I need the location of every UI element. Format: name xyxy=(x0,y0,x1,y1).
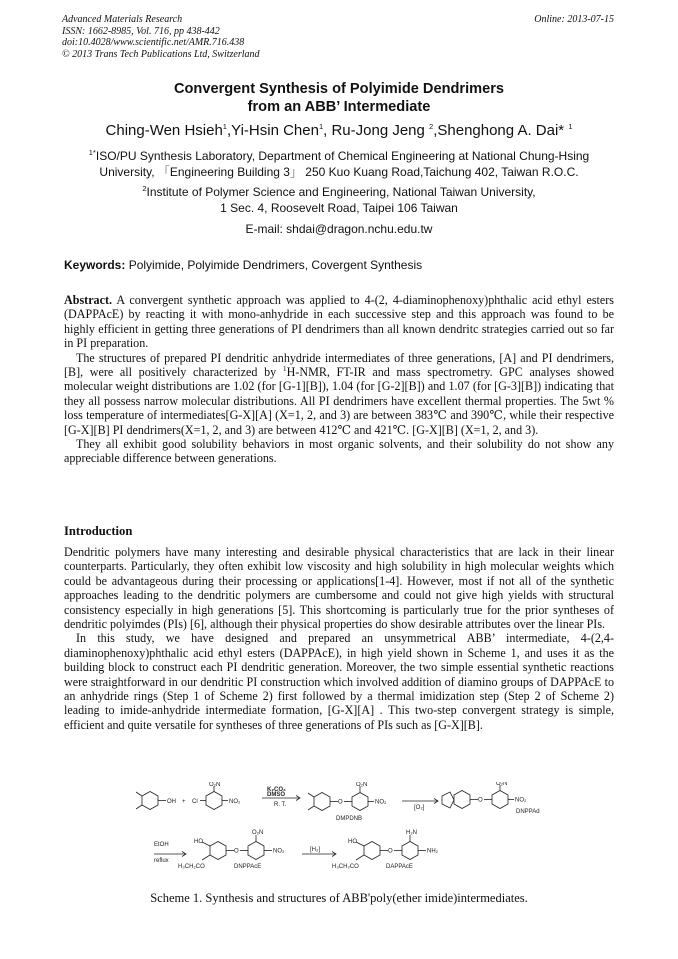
author-affiliation-mark: 1 xyxy=(222,122,227,131)
author-list xyxy=(30,122,648,139)
scheme-label: O xyxy=(234,848,239,855)
affiliation-line: ISO/PU Synthesis Laboratory, Department of Chemical Engineering at National Chung-Hsing xyxy=(95,149,590,163)
issn-line: ISSN: 1662-8985, Vol. 716, pp 438-442 xyxy=(62,25,220,37)
intro-paragraph: Dendritic polymers have many interesting and desirable physical characteristics that are lack in their linear counterparts. Particularly, they often exhibit low viscosity and high solubility in high molecular weights which could be advantageous during their processing or applications[1-4]. However, most if not all of the synthetic approaches leading to the dendritic polymers are cumbersome and could not give high yields with structural consistency especially in high generations [5]. This shortcoming is particularly true for the prior syntheses of dendritic polyimdes (PIs) [6], although their physical properties do show desirable attributes over the linear PIs. xyxy=(64,545,614,632)
author-affiliation-mark: 1 xyxy=(318,122,324,131)
scheme-label: H₃CH₂CO xyxy=(332,864,359,870)
scheme-label: [H₂] xyxy=(310,847,320,853)
section-heading: Introduction xyxy=(64,524,133,538)
scheme-label: O xyxy=(478,797,483,804)
scheme-label: NO₂ xyxy=(273,848,285,855)
keywords xyxy=(64,258,614,272)
online-date: Online: 2013-07-15 xyxy=(534,14,614,25)
copyright-line: © 2013 Trans Tech Publications Ltd, Switzerland xyxy=(62,48,260,60)
title-line-2: from an ABB’ Intermediate xyxy=(247,99,431,115)
scheme-label: DNPPAd xyxy=(516,809,540,815)
abstract-label: Abstract. xyxy=(64,293,113,307)
benzene-ring xyxy=(454,791,470,809)
benzene-ring xyxy=(492,791,508,809)
scheme-label: NO₂ xyxy=(375,799,387,806)
author-name: Ru-Jong Jeng xyxy=(331,122,430,139)
abstract-paragraph: They all exhibit good solubility behaviors in most organic solvents, and their solubility do not show any appreciable difference between generations. xyxy=(64,437,614,466)
author-name: Yi-Hsin Chen xyxy=(231,122,319,139)
intro-paragraph: In this study, we have designed and prepared an unsymmetrical ABB’ intermediate, 4-(2,4-diaminophenoxy)phthalic acid ethyl esters (DAPPAcE), in high yield shown in Scheme 1, and uses it as the building block to construct each PI dendritic generation. Moreover, the two simple essential synthetic reactions were straightforward in our dendritic PI construction which involved addition of diamino groups of DAPPAcE to an anhydride rings (Step 1 of Scheme 2) first followed by a thermal imidization step (Step 2 of Scheme 2) leading to imide-anhydride intermediate formation, [G-X][A] . This two-step convergent strategy is simple, efficient and quite versatile for syntheses of three generations of PIs such as [G-X][B]. xyxy=(64,631,614,732)
abstract-paragraph: The structures of prepared PI dendritic anhydride intermediates of three generations, [A] and PI dendrimers, [B], were all positively characterized by $^1$H-NMR, FT-IR and mass spectrometry. GPC analyses showed molecular weight distributions are 1.02 (for [G-1][B]), 1.04 (for [G-2][B]) and 1.07 (for [G-3][B]) indicating that they all possess narrow molecular distributions. All PI dendrimers have excellent thermal properties. The 5wt % loss temperature of intermediates[G-X][A] (X=1, 2, and 3) are between 383℃ and 390℃, while their respective [G-X][B] PI dendrimers(X=1, 2, and 3) are between 412℃ and 421℃. [G-X][B] (X=1, 2, and 3). xyxy=(64,350,614,437)
benzene-ring xyxy=(206,792,222,810)
scheme-label: Cl xyxy=(192,799,198,805)
scheme-label: + xyxy=(182,799,186,805)
benzene-ring xyxy=(210,842,226,860)
abstract xyxy=(64,293,614,466)
scheme-label: H₂N xyxy=(406,830,417,836)
author-separator: , xyxy=(323,122,332,139)
benzene-ring xyxy=(248,842,264,860)
scheme-label: DMPDNB xyxy=(336,816,363,822)
benzene-ring xyxy=(364,842,380,860)
scheme-label: H₃CH₂CO xyxy=(178,864,205,870)
scheme-label: HO xyxy=(348,839,357,845)
benzene-ring xyxy=(352,793,368,811)
scheme-label: DNPPAcE xyxy=(234,864,262,870)
scheme-label: NH₂ xyxy=(427,848,438,855)
doi-line: doi:10.4028/www.scientific.net/AMR.716.438 xyxy=(62,37,245,48)
scheme-label: [O₂] xyxy=(414,805,425,811)
scheme-label: K₂CO₃ xyxy=(267,787,286,793)
email-address[interactable]: E-mail: shdai@dragon.nchu.edu.tw xyxy=(245,222,433,236)
scheme-label: DAPPAcE xyxy=(386,864,413,870)
author-separator: , xyxy=(226,122,232,139)
affiliation-line: University, 「Engineering Building 3」 250 Kuo Kuang Road,Taichung 402, Taiwan R.O.C. xyxy=(99,165,579,179)
author-affiliation-mark: 2 xyxy=(429,122,434,131)
journal-name: Advanced Materials Research xyxy=(62,14,183,25)
abstract-paragraph: Abstract. A convergent synthetic approach was applied to 4-(2, 4-diaminophenoxy)phthalic acid ethyl esters (DAPPAcE) by reacting it with mono-anhydride in each successive step and this approach was found to be highly efficient in getting three generations of PI dendrimers than all known dendritc strategies carried out so far in PI preparation. xyxy=(64,293,614,351)
running-header xyxy=(62,14,260,60)
benzene-ring xyxy=(142,792,158,810)
author-separator: , xyxy=(433,122,438,139)
affiliation-line: Institute of Polymer Science and Engineering, National Taiwan University, xyxy=(146,185,536,199)
scheme-label: O₂N xyxy=(356,782,368,788)
affiliation-2 xyxy=(40,184,638,216)
benzene-ring xyxy=(402,842,418,860)
paper-title xyxy=(40,80,638,116)
scheme-label: reflux xyxy=(154,858,169,864)
scheme-label: EtOH xyxy=(154,842,169,848)
author-name: Shenghong A. Dai* xyxy=(437,122,569,139)
scheme-label: O xyxy=(388,848,393,855)
benzene-ring xyxy=(314,793,330,811)
introduction-body xyxy=(64,545,614,732)
scheme-label: OH xyxy=(167,799,176,805)
scheme-label: NO₂ xyxy=(515,797,527,804)
scheme-label: NO₂ xyxy=(229,799,241,805)
anhydride-ring xyxy=(442,792,454,808)
title-line-1: Convergent Synthesis of Polyimide Dendrimers xyxy=(173,81,505,97)
affiliation-line: 1 Sec. 4, Roosevelt Road, Taipei 106 Taiwan xyxy=(220,201,458,215)
affiliation-1 xyxy=(40,148,638,180)
affiliation-mark: 1* xyxy=(88,148,96,157)
scheme-label: O₂N xyxy=(252,830,264,836)
keywords-label: Keywords: xyxy=(64,258,126,272)
scheme-label: DMSO xyxy=(267,792,285,798)
scheme-1-figure xyxy=(124,782,554,884)
scheme-label: R. T. xyxy=(274,802,287,808)
scheme-label: O xyxy=(338,799,343,806)
author-name: Ching-Wen Hsieh xyxy=(105,122,223,139)
keywords-text: Polyimide, Polyimide Dendrimers, Covergent Synthesis xyxy=(125,258,423,272)
affiliation-mark: 2 xyxy=(142,184,147,193)
scheme-label: O₂N xyxy=(209,782,221,788)
scheme-label: HO xyxy=(194,839,203,845)
scheme-caption: Scheme 1. Synthesis and structures of ABB'poly(ether imide)intermediates. xyxy=(150,891,528,905)
author-affiliation-mark: 1 xyxy=(568,122,573,131)
scheme-label: O₂N xyxy=(496,782,508,787)
